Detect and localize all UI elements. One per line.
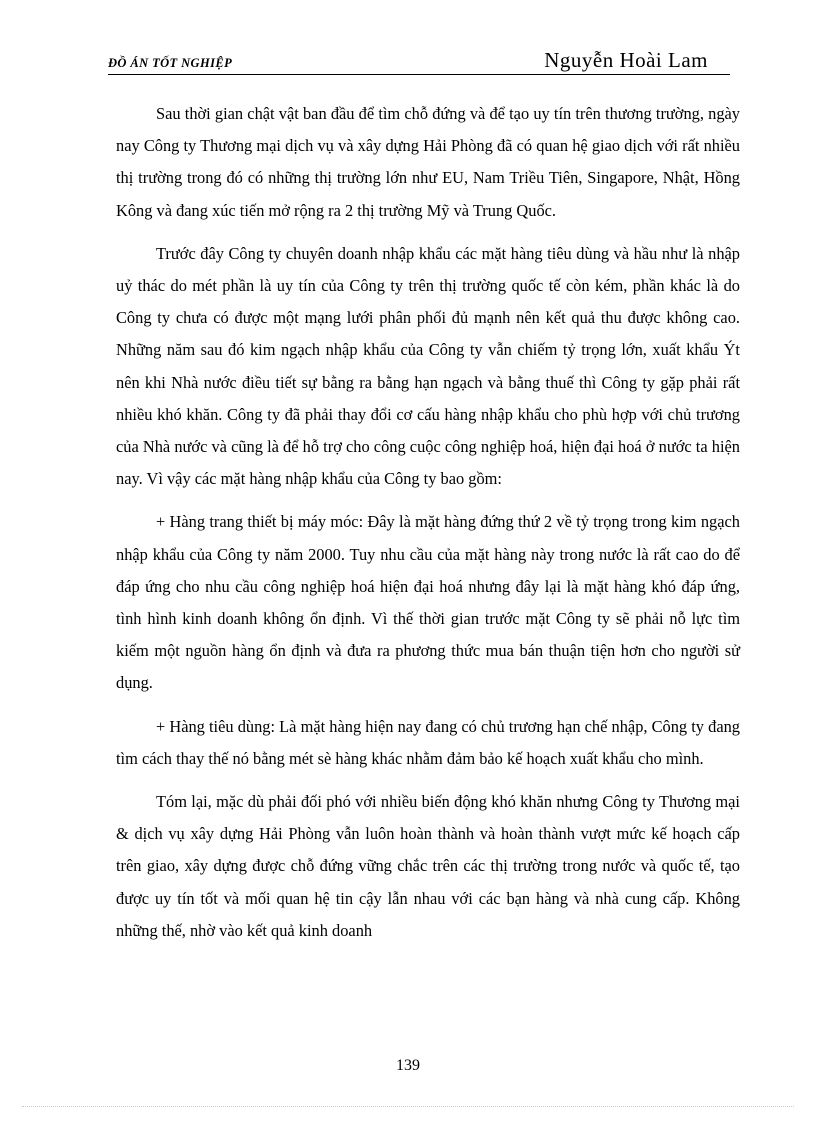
author-name: Nguyễn Hoài Lam (544, 48, 708, 72)
page-header (108, 46, 730, 75)
paragraph: + Hàng tiêu dùng: Là mặt hàng hiện nay đang có chủ trương hạn chế nhập, Công ty đang tìm cách thay thế nó bằng mét sè hàng khác nhằm đảm bảo kế hoạch xuất khẩu cho mình. (116, 716, 740, 768)
body-text (116, 98, 740, 958)
document-title: ĐỒ ÁN TỐT NGHIỆP (108, 56, 233, 70)
paragraph: Sau thời gian chật vật ban đầu để tìm chỗ đứng và để tạo uy tín trên thương trường, ngày nay Công ty Thương mại dịch vụ và xây dựng Hải Phòng đã có quan hệ giao dịch với rất nhiều thị trường trong đó có những thị trường lớn như EU, Nam Triều Tiên, Singapore, Nhật, Hồng Kông và đang xúc tiến mở rộng ra 2 thị trường Mỹ và Trung Quốc. (116, 104, 740, 220)
page-bottom-divider (22, 1106, 794, 1107)
paragraph: Tóm lại, mặc dù phải đối phó với nhiều biến động khó khăn nhưng Công ty Thương mại & dịch vụ xây dựng Hải Phòng vẫn luôn hoàn thành và hoàn thành vượt mức kế hoạch cấp trên giao, xây dựng được chỗ đứng vững chắc trên các thị trường trong nước và quốc tế, tạo được uy tín tốt và mối quan hệ tin cậy lẫn nhau với các bạn hàng và nhà cung cấp. Không những thế, nhờ vào kết quả kinh doanh (116, 792, 740, 940)
page-number: 139 (396, 1057, 420, 1074)
paragraph: Trước đây Công ty chuyên doanh nhập khẩu các mặt hàng tiêu dùng và hầu như là nhập uỷ thác do mét phần là uy tín của Công ty trên thị trường quốc tế còn kém, phần khác là do Công ty chưa có được một mạng lưới phân phối đủ mạnh nên kết quả thu được không cao. Những năm sau đó kim ngạch nhập khẩu của Công ty vẫn chiếm tỷ trọng lớn, xuất khẩu Ýt nên khi Nhà nước điều tiết sự bằng ra bằng hạn ngạch và bằng thuế thì Công ty gặp phải rất nhiều khó khăn. Công ty đã phải thay đổi cơ cấu hàng nhập khẩu cho phù hợp với chủ trương của Nhà nước và cũng là để hỗ trợ cho công cuộc công nghiệp hoá, hiện đại hoá ở nước ta hiện nay. Vì vậy các mặt hàng nhập khẩu của Công ty bao gồm: (116, 243, 740, 489)
paragraph: + Hàng trang thiết bị máy móc: Đây là mặt hàng đứng thứ 2 về tỷ trọng trong kim ngạch nhập khẩu của Công ty năm 2000. Tuy nhu cầu của mặt hàng này trong nước là rất cao do để đáp ứng cho nhu cầu công nghiệp hoá hiện đại hoá nhưng đây lại là mặt hàng khó đáp ứng, tình hình kinh doanh không ổn định. Vì thế thời gian trước mặt Công ty sẽ phải nỗ lực tìm kiếm một nguồn hàng ổn định và đưa ra phương thức mua bán thuận tiện hơn cho người sử dụng. (116, 512, 740, 693)
